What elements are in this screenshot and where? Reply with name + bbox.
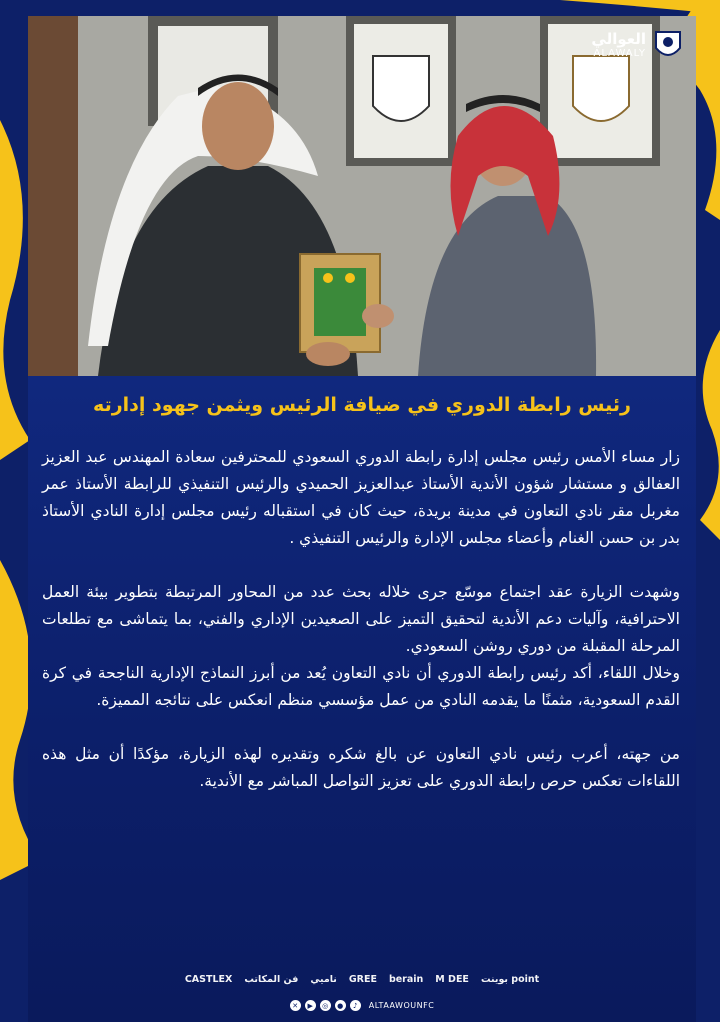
article-panel	[28, 376, 696, 1022]
photo-illustration	[28, 16, 696, 376]
brand-text	[591, 31, 646, 59]
instagram-icon[interactable]: ◎	[320, 1000, 331, 1011]
x-icon[interactable]: ✕	[290, 1000, 301, 1011]
sponsor-fan-almakateb: فن المكاتب	[244, 974, 299, 985]
sponsor-gree: GREE	[348, 974, 377, 985]
snapchat-icon[interactable]: ●	[335, 1000, 346, 1011]
tiktok-icon[interactable]: ♪	[350, 1000, 361, 1011]
youtube-icon[interactable]: ▶	[305, 1000, 316, 1011]
article-paragraph-1: زار مساء الأمس رئيس مجلس إدارة رابطة الدوري السعودي للمحترفين سعادة المهندس عبد العزيز العفالق و مستشار شؤون الأندية الأستاذ عبدالعزيز الحميدي والرئيس التنفيذي للرابطة الأستاذ عمر مغربل مقر نادي التعاون في مدينة بريدة، حيث كان في استقباله رئيس مجلس إدارة النادي الأستاذ بدر بن حسن الغنام وأعضاء مجلس الإدارة والرئيس التنفيذي .	[42, 448, 680, 547]
article-paragraph-4: من جهته، أعرب رئيس نادي التعاون عن بالغ شكره وتقديره لهذه الزيارة، مؤكدًا أن مثل هذه اللقاءات تعكس حرص رابطة الدوري على تعزيز التواصل المباشر مع الأندية.	[42, 745, 680, 790]
club-crest-icon	[654, 30, 682, 60]
article-paragraph-2: وشهدت الزيارة عقد اجتماع موسّع جرى خلاله بحث عدد من المحاور المرتبطة بتطوير بيئة العمل الاحترافية، وآليات دعم الأندية لتحقيق التميز على الصعيدين الإداري والفني، بما يتماشى مع تطلعات المرحلة المقبلة من دوري روشن السعودي.	[42, 583, 680, 655]
brand-name-arabic: العوالي	[591, 30, 646, 49]
social-bar	[28, 1000, 696, 1011]
social-handle[interactable]: ALTAAWOUNFC	[368, 1001, 435, 1010]
sponsor-namiy: ناميي	[310, 974, 337, 985]
right-yellow-wave	[700, 330, 720, 540]
left-yellow-stroke	[0, 120, 30, 460]
article-headline: رئيس رابطة الدوري في ضيافة الرئيس ويثمن جهود إدارته	[93, 394, 631, 416]
sponsor-point: بوينت point	[480, 974, 540, 985]
brand-logo	[591, 30, 682, 60]
article-body	[42, 444, 680, 795]
sponsor-strip	[28, 974, 696, 985]
brand-name-english: ALAWALY	[593, 47, 646, 59]
sponsor-mdee: M DEE	[435, 974, 469, 985]
event-photo	[28, 16, 696, 376]
sponsor-castlex: CASTLEX	[184, 974, 233, 985]
sponsor-berain: berain	[388, 974, 424, 985]
article-paragraph-3: وخلال اللقاء، أكد رئيس رابطة الدوري أن نادي التعاون يُعد من أبرز النماذج الإدارية الناجحة في كرة القدم السعودية، مثمنًا ما يقدمه النادي من عمل مؤسسي منظم انعكس على نتائجه المميزة.	[42, 664, 680, 709]
